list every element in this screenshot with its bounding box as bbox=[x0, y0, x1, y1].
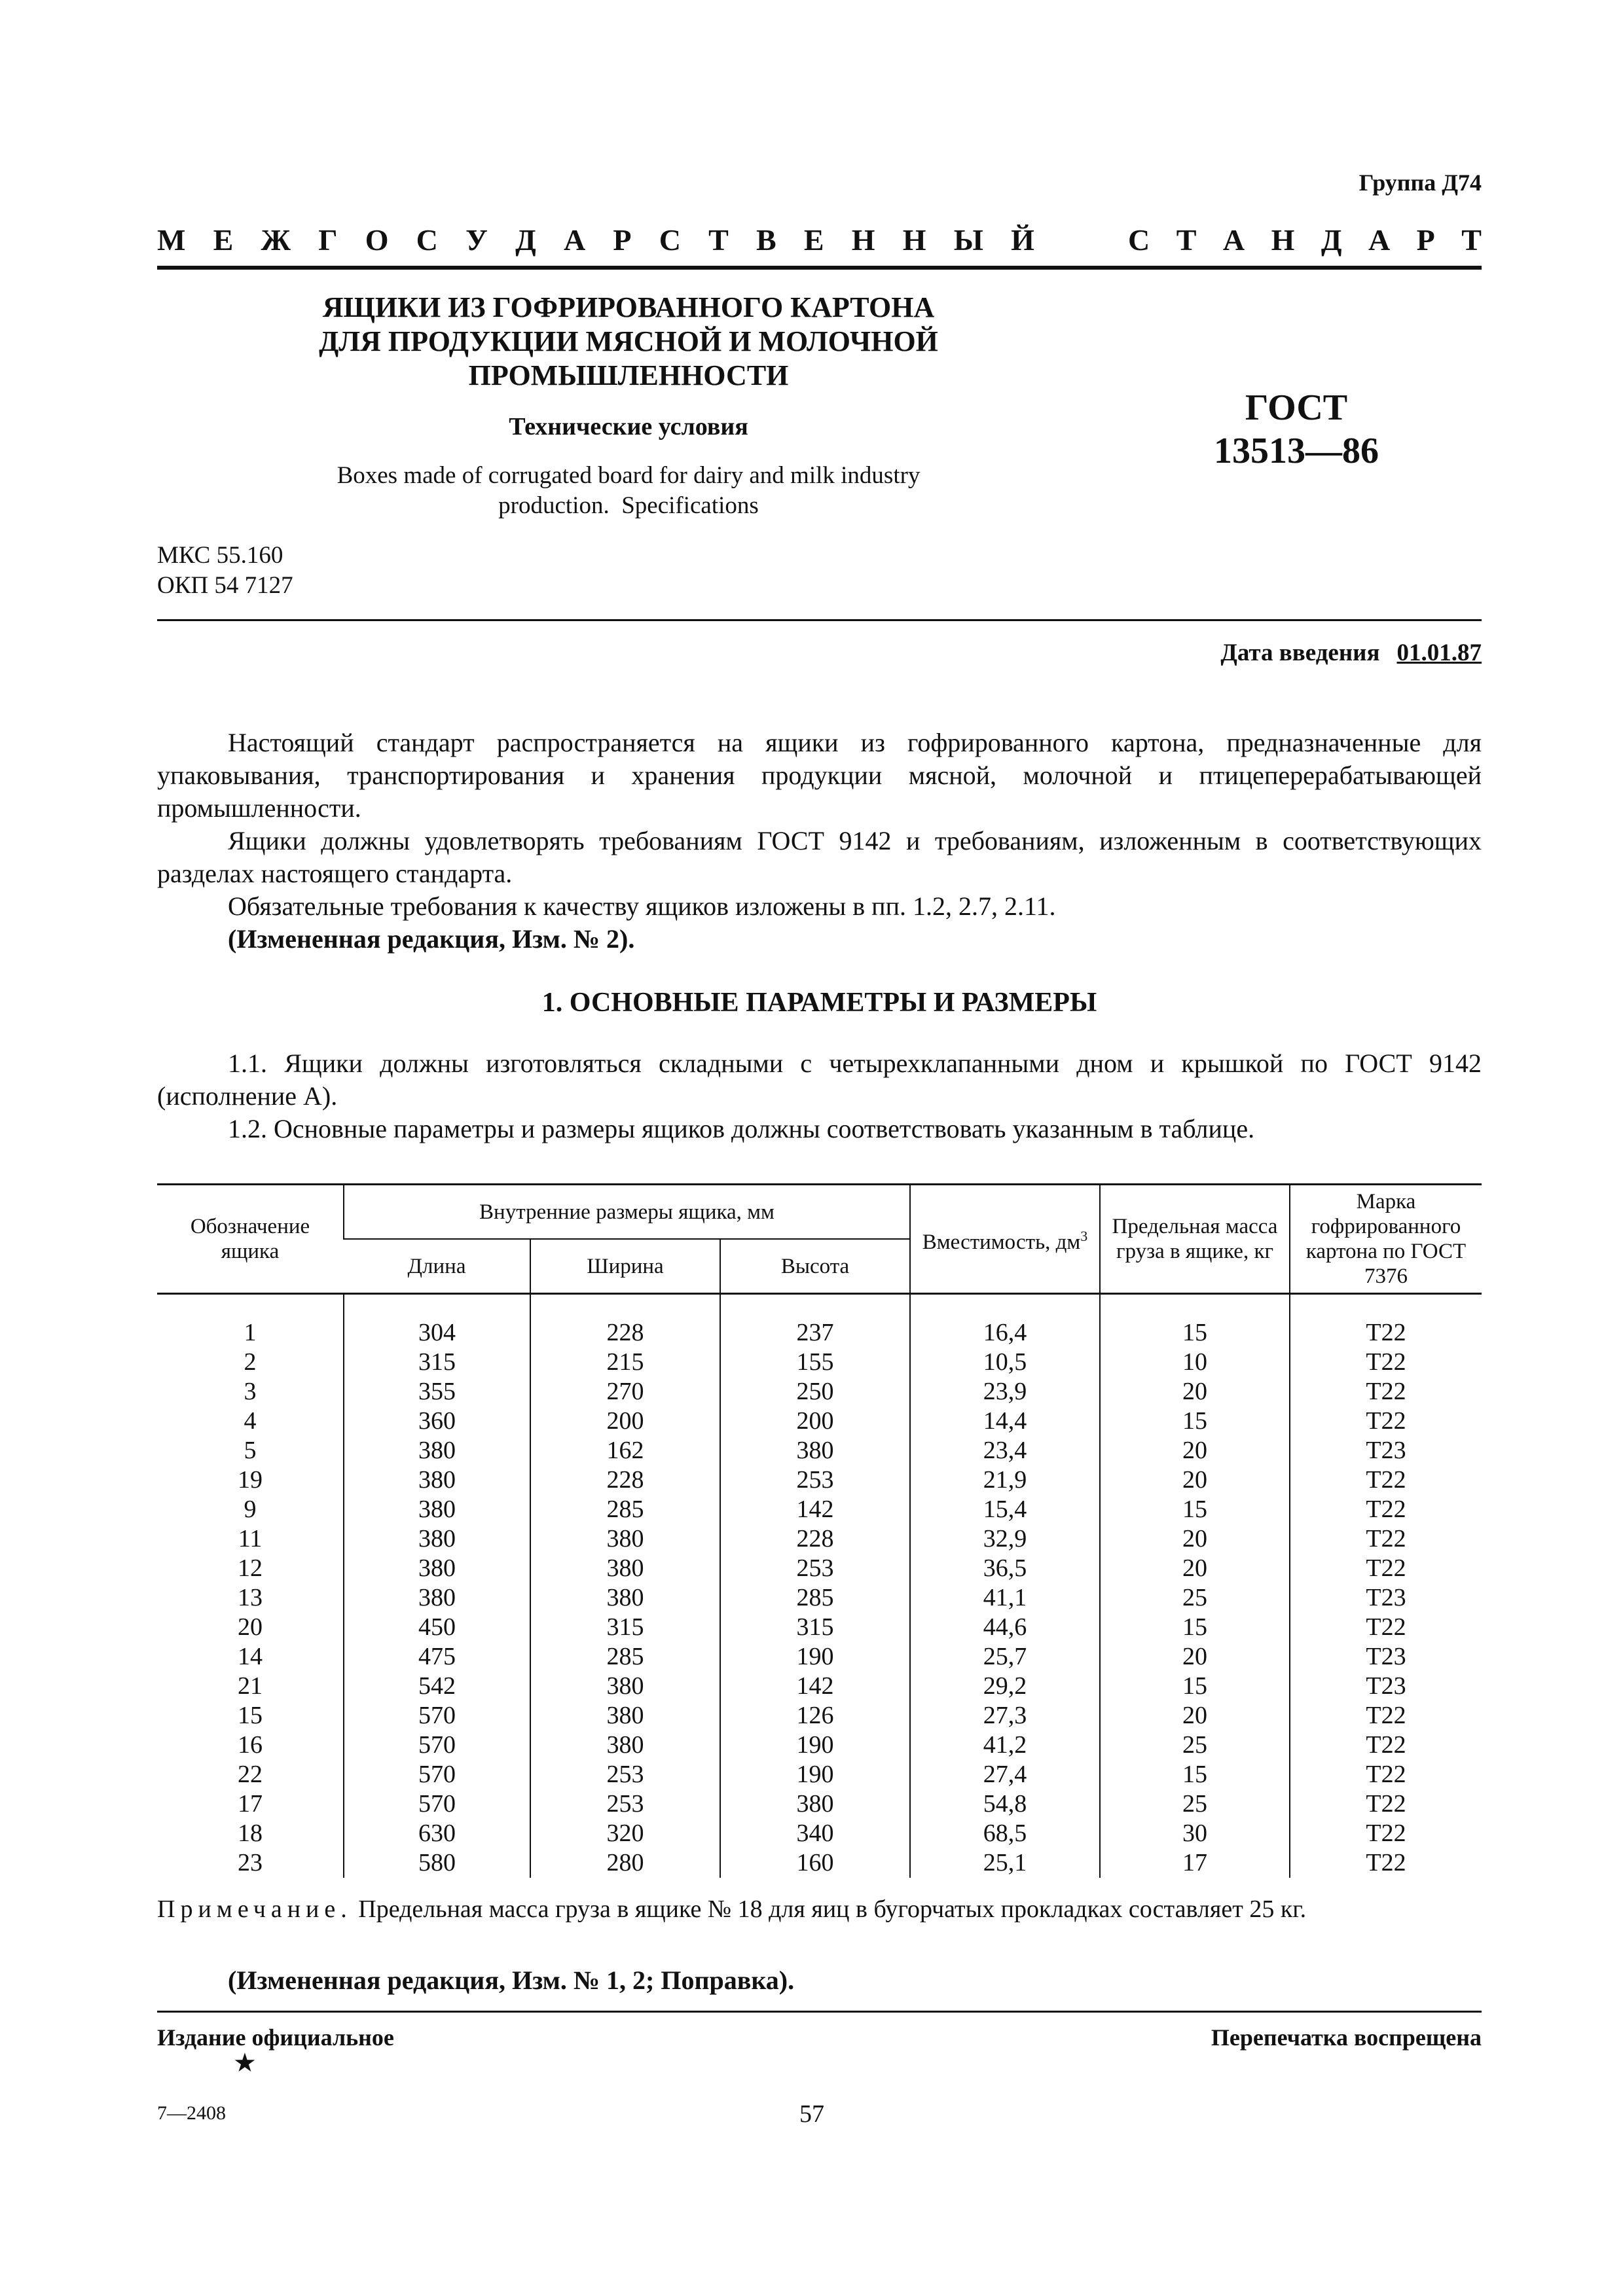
cell-width: 315 bbox=[530, 1613, 720, 1642]
cell-max-mass: 20 bbox=[1100, 1436, 1290, 1465]
header-designation: Обозначение ящика bbox=[157, 1185, 344, 1294]
note-text: Предельная масса груза в ящике № 18 для яиц в бугорчатых прокладках составляет 25 кг. bbox=[352, 1895, 1307, 1923]
header-capacity-sup: 3 bbox=[1080, 1227, 1088, 1244]
gost-designation bbox=[1198, 386, 1395, 473]
cell-length: 580 bbox=[344, 1848, 530, 1878]
cell-width: 270 bbox=[530, 1377, 720, 1407]
cell-board-grade: Т23 bbox=[1290, 1583, 1482, 1613]
cell-capacity: 41,2 bbox=[910, 1731, 1100, 1760]
table-row bbox=[157, 1348, 1482, 1377]
cell-height: 253 bbox=[720, 1465, 910, 1495]
table-row bbox=[157, 1731, 1482, 1760]
cell-designation: 1 bbox=[244, 1319, 257, 1346]
mks-code: МКС 55.160 bbox=[157, 542, 283, 569]
header-height: Высота bbox=[720, 1239, 910, 1294]
table-row bbox=[157, 1760, 1482, 1789]
cell-designation: 5 bbox=[244, 1437, 257, 1464]
cell-width: 253 bbox=[530, 1760, 720, 1789]
intro-paragraph-1: Настоящий стандарт распространяется на ящики из гофрированного картона, предназначенные для упаковывания, транспортирования и хранения продукции мясной, молочной и птицеперерабатывающей промышленности. bbox=[157, 728, 1482, 823]
title-english-line-2: production. Specifications bbox=[498, 492, 759, 519]
heading-letter: А bbox=[1368, 223, 1391, 257]
cell-designation: 22 bbox=[238, 1761, 263, 1788]
cell-designation: 11 bbox=[238, 1525, 263, 1552]
cell-designation: 19 bbox=[238, 1466, 263, 1494]
heading-letter: М bbox=[157, 223, 186, 257]
cell-width: 253 bbox=[530, 1789, 720, 1819]
cell-board-grade: Т22 bbox=[1290, 1294, 1482, 1348]
table-row bbox=[157, 1789, 1482, 1819]
interstate-standard-heading bbox=[157, 223, 1482, 259]
cell-capacity: 25,7 bbox=[910, 1642, 1100, 1672]
cell-designation: 15 bbox=[238, 1702, 263, 1729]
intro-paragraph-2: Ящики должны удовлетворять требованиям ГОСТ 9142 и требованиям, изложенным в соответствующих разделах настоящего стандарта. bbox=[157, 826, 1482, 888]
table-row bbox=[157, 1495, 1482, 1524]
cell-height: 190 bbox=[720, 1642, 910, 1672]
cell-max-mass: 15 bbox=[1100, 1672, 1290, 1701]
cell-designation: 2 bbox=[244, 1348, 257, 1376]
heading-letter: Н bbox=[902, 223, 926, 257]
cell-capacity: 21,9 bbox=[910, 1465, 1100, 1495]
cell-width: 380 bbox=[530, 1672, 720, 1701]
cell-board-grade: Т22 bbox=[1290, 1613, 1482, 1642]
cell-height: 155 bbox=[720, 1348, 910, 1377]
heading-letter: Й bbox=[1011, 223, 1034, 257]
cell-max-mass: 15 bbox=[1100, 1495, 1290, 1524]
reprint-prohibited: Перепечатка воспрещена bbox=[1211, 2024, 1482, 2051]
cell-board-grade: Т22 bbox=[1290, 1524, 1482, 1554]
classification-codes bbox=[157, 541, 293, 601]
heading-letter: У bbox=[465, 223, 488, 257]
cell-capacity: 25,1 bbox=[910, 1848, 1100, 1878]
box-parameters-table bbox=[157, 1183, 1482, 1878]
heading-letter: Т bbox=[1461, 223, 1482, 257]
cell-designation: 12 bbox=[238, 1554, 263, 1582]
title-block bbox=[249, 291, 1008, 521]
table-row bbox=[157, 1436, 1482, 1465]
table-row bbox=[157, 1642, 1482, 1672]
cell-board-grade: Т22 bbox=[1290, 1701, 1482, 1731]
cell-max-mass: 20 bbox=[1100, 1642, 1290, 1672]
clause-1-1: 1.1. Ящики должны изготовляться складными с четырехклапанными дном и крышкой по ГОСТ 9142 (исполнение А). bbox=[157, 1049, 1482, 1111]
title-subtitle: Технические условия bbox=[509, 413, 748, 440]
cell-width: 228 bbox=[530, 1294, 720, 1348]
cell-height: 315 bbox=[720, 1613, 910, 1642]
header-width: Ширина bbox=[530, 1239, 720, 1294]
header-max-mass: Предельная масса груза в ящике, кг bbox=[1100, 1185, 1290, 1294]
cell-width: 380 bbox=[530, 1524, 720, 1554]
cell-length: 380 bbox=[344, 1583, 530, 1613]
page-number: 57 bbox=[799, 2100, 824, 2128]
cell-max-mass: 20 bbox=[1100, 1465, 1290, 1495]
cell-designation: 16 bbox=[238, 1731, 263, 1759]
table-amendment: (Измененная редакция, Изм. № 1, 2; Поправка). bbox=[228, 1965, 795, 1995]
cell-height: 228 bbox=[720, 1524, 910, 1554]
cell-height: 250 bbox=[720, 1377, 910, 1407]
cell-capacity: 36,5 bbox=[910, 1554, 1100, 1583]
cell-length: 304 bbox=[344, 1294, 530, 1348]
table-row bbox=[157, 1407, 1482, 1436]
header-capacity bbox=[910, 1185, 1100, 1294]
header-capacity-text: Вместимость, дм bbox=[922, 1230, 1081, 1254]
cell-designation: 3 bbox=[244, 1378, 257, 1405]
header-internal-dimensions: Внутренние размеры ящика, мм bbox=[344, 1185, 910, 1240]
cell-designation: 9 bbox=[244, 1496, 257, 1523]
title-english bbox=[249, 461, 1008, 521]
intro-amendment: (Измененная редакция, Изм. № 2). bbox=[228, 924, 635, 954]
heading-letter: Т bbox=[1176, 223, 1197, 257]
header-rule bbox=[157, 266, 1482, 270]
group-code: Группа Д74 bbox=[1359, 170, 1482, 196]
cell-capacity: 54,8 bbox=[910, 1789, 1100, 1819]
cell-width: 320 bbox=[530, 1819, 720, 1848]
cell-max-mass: 17 bbox=[1100, 1848, 1290, 1878]
heading-letter: Г bbox=[318, 223, 338, 257]
table-row bbox=[157, 1465, 1482, 1495]
cell-board-grade: Т23 bbox=[1290, 1672, 1482, 1701]
cell-designation: 23 bbox=[238, 1849, 263, 1876]
cell-max-mass: 20 bbox=[1100, 1377, 1290, 1407]
cell-max-mass: 20 bbox=[1100, 1524, 1290, 1554]
cell-capacity: 41,1 bbox=[910, 1583, 1100, 1613]
cell-height: 200 bbox=[720, 1407, 910, 1436]
heading-letter: Р bbox=[1416, 223, 1435, 257]
cell-length: 380 bbox=[344, 1524, 530, 1554]
cell-designation: 17 bbox=[238, 1790, 263, 1818]
cell-board-grade: Т23 bbox=[1290, 1642, 1482, 1672]
heading-letter: А bbox=[1222, 223, 1245, 257]
cell-length: 475 bbox=[344, 1642, 530, 1672]
cell-max-mass: 25 bbox=[1100, 1731, 1290, 1760]
cell-width: 285 bbox=[530, 1495, 720, 1524]
table-row bbox=[157, 1554, 1482, 1583]
cell-max-mass: 15 bbox=[1100, 1407, 1290, 1436]
print-code: 7—2408 bbox=[157, 2102, 226, 2124]
cell-height: 380 bbox=[720, 1789, 910, 1819]
cell-height: 340 bbox=[720, 1819, 910, 1848]
okp-code: ОКП 54 7127 bbox=[157, 572, 293, 599]
table-row bbox=[157, 1819, 1482, 1848]
date-value: 01.01.87 bbox=[1396, 639, 1482, 666]
title-line-2: ДЛЯ ПРОДУКЦИИ МЯСНОЙ И МОЛОЧНОЙ bbox=[319, 325, 938, 357]
cell-length: 355 bbox=[344, 1377, 530, 1407]
table-row bbox=[157, 1524, 1482, 1554]
heading-letter: Д bbox=[515, 223, 536, 257]
section-1-title: 1. ОСНОВНЫЕ ПАРАМЕТРЫ И РАЗМЕРЫ bbox=[541, 988, 1097, 1018]
heading-letter: Д bbox=[1321, 223, 1342, 257]
cell-height: 142 bbox=[720, 1495, 910, 1524]
heading-letter: Р bbox=[613, 223, 632, 257]
cell-width: 200 bbox=[530, 1407, 720, 1436]
cell-designation: 20 bbox=[238, 1613, 263, 1641]
cell-width: 380 bbox=[530, 1731, 720, 1760]
intro-text bbox=[157, 726, 1482, 956]
standard-word bbox=[1128, 223, 1482, 259]
cell-board-grade: Т22 bbox=[1290, 1848, 1482, 1878]
cell-height: 380 bbox=[720, 1436, 910, 1465]
header-length: Длина bbox=[344, 1239, 530, 1294]
interstate-word bbox=[157, 223, 1034, 259]
cell-designation: 21 bbox=[238, 1672, 263, 1700]
heading-letter: Е bbox=[803, 223, 824, 257]
heading-letter: С bbox=[659, 223, 681, 257]
cell-capacity: 16,4 bbox=[910, 1294, 1100, 1348]
cell-height: 253 bbox=[720, 1554, 910, 1583]
codes-rule bbox=[157, 619, 1482, 621]
heading-letter: Н bbox=[1271, 223, 1295, 257]
cell-board-grade: Т22 bbox=[1290, 1731, 1482, 1760]
cell-length: 570 bbox=[344, 1789, 530, 1819]
cell-width: 280 bbox=[530, 1848, 720, 1878]
heading-letter: Е bbox=[213, 223, 234, 257]
cell-capacity: 29,2 bbox=[910, 1672, 1100, 1701]
cell-board-grade: Т22 bbox=[1290, 1789, 1482, 1819]
date-label: Дата введения bbox=[1220, 639, 1380, 666]
section-1-text bbox=[157, 1047, 1482, 1145]
cell-length: 360 bbox=[344, 1407, 530, 1436]
cell-length: 380 bbox=[344, 1495, 530, 1524]
cell-board-grade: Т23 bbox=[1290, 1436, 1482, 1465]
heading-letter: С bbox=[416, 223, 438, 257]
title-line-3: ПРОМЫШЛЕННОСТИ bbox=[468, 359, 789, 391]
table-body bbox=[157, 1294, 1482, 1878]
header-board-grade: Марка гофрированного картона по ГОСТ 7376 bbox=[1290, 1185, 1482, 1294]
cell-length: 542 bbox=[344, 1672, 530, 1701]
cell-length: 380 bbox=[344, 1465, 530, 1495]
cell-capacity: 68,5 bbox=[910, 1819, 1100, 1848]
cell-designation: 4 bbox=[244, 1407, 257, 1435]
cell-board-grade: Т22 bbox=[1290, 1760, 1482, 1789]
footer-rule bbox=[157, 2011, 1482, 2013]
official-edition: Издание официальное bbox=[157, 2024, 394, 2051]
clause-1-2: 1.2. Основные параметры и размеры ящиков должны соответствовать указанным в таблице. bbox=[228, 1114, 1255, 1143]
cell-board-grade: Т22 bbox=[1290, 1348, 1482, 1377]
cell-capacity: 23,9 bbox=[910, 1377, 1100, 1407]
cell-max-mass: 20 bbox=[1100, 1554, 1290, 1583]
cell-max-mass: 15 bbox=[1100, 1294, 1290, 1348]
intro-paragraph-3: Обязательные требования к качеству ящиков изложены в пп. 1.2, 2.7, 2.11. bbox=[228, 891, 1056, 921]
cell-length: 380 bbox=[344, 1436, 530, 1465]
title-english-line-1: Boxes made of corrugated board for dairy and milk industry bbox=[337, 462, 921, 489]
cell-max-mass: 20 bbox=[1100, 1701, 1290, 1731]
star-icon: ★ bbox=[233, 2048, 257, 2077]
cell-capacity: 32,9 bbox=[910, 1524, 1100, 1554]
cell-board-grade: Т22 bbox=[1290, 1495, 1482, 1524]
table-row bbox=[157, 1701, 1482, 1731]
cell-designation: 18 bbox=[238, 1820, 263, 1847]
table-row bbox=[157, 1672, 1482, 1701]
heading-letter: А bbox=[563, 223, 586, 257]
cell-height: 285 bbox=[720, 1583, 910, 1613]
cell-width: 380 bbox=[530, 1554, 720, 1583]
table-row bbox=[157, 1583, 1482, 1613]
cell-length: 570 bbox=[344, 1731, 530, 1760]
table-row bbox=[157, 1294, 1482, 1348]
cell-width: 380 bbox=[530, 1701, 720, 1731]
table-row bbox=[157, 1377, 1482, 1407]
heading-letter: Ы bbox=[953, 223, 983, 257]
note-label: Примечание. bbox=[157, 1895, 352, 1923]
cell-width: 285 bbox=[530, 1642, 720, 1672]
cell-max-mass: 15 bbox=[1100, 1760, 1290, 1789]
cell-length: 570 bbox=[344, 1701, 530, 1731]
title-line-1: ЯЩИКИ ИЗ ГОФРИРОВАННОГО КАРТОНА bbox=[322, 291, 935, 323]
heading-letter: О bbox=[365, 223, 389, 257]
cell-capacity: 14,4 bbox=[910, 1407, 1100, 1436]
cell-width: 162 bbox=[530, 1436, 720, 1465]
heading-letter: Т bbox=[708, 223, 729, 257]
cell-length: 315 bbox=[344, 1348, 530, 1377]
cell-length: 380 bbox=[344, 1554, 530, 1583]
cell-capacity: 27,4 bbox=[910, 1760, 1100, 1789]
cell-board-grade: Т22 bbox=[1290, 1407, 1482, 1436]
cell-board-grade: Т22 bbox=[1290, 1554, 1482, 1583]
cell-capacity: 44,6 bbox=[910, 1613, 1100, 1642]
cell-capacity: 23,4 bbox=[910, 1436, 1100, 1465]
cell-height: 190 bbox=[720, 1731, 910, 1760]
cell-height: 126 bbox=[720, 1701, 910, 1731]
cell-max-mass: 25 bbox=[1100, 1583, 1290, 1613]
cell-capacity: 15,4 bbox=[910, 1495, 1100, 1524]
heading-letter: Н bbox=[851, 223, 875, 257]
cell-height: 142 bbox=[720, 1672, 910, 1701]
cell-length: 570 bbox=[344, 1760, 530, 1789]
cell-capacity: 27,3 bbox=[910, 1701, 1100, 1731]
cell-width: 380 bbox=[530, 1583, 720, 1613]
cell-width: 228 bbox=[530, 1465, 720, 1495]
cell-length: 450 bbox=[344, 1613, 530, 1642]
cell-designation: 13 bbox=[238, 1584, 263, 1611]
cell-width: 215 bbox=[530, 1348, 720, 1377]
table-row bbox=[157, 1613, 1482, 1642]
table-note bbox=[157, 1893, 1482, 1926]
heading-letter: Ж bbox=[261, 223, 291, 257]
cell-board-grade: Т22 bbox=[1290, 1377, 1482, 1407]
cell-height: 237 bbox=[720, 1294, 910, 1348]
cell-length: 630 bbox=[344, 1819, 530, 1848]
cell-max-mass: 25 bbox=[1100, 1789, 1290, 1819]
gost-number: 13513—86 bbox=[1214, 431, 1379, 471]
cell-capacity: 10,5 bbox=[910, 1348, 1100, 1377]
cell-max-mass: 10 bbox=[1100, 1348, 1290, 1377]
cell-max-mass: 15 bbox=[1100, 1613, 1290, 1642]
cell-board-grade: Т22 bbox=[1290, 1465, 1482, 1495]
cell-designation: 14 bbox=[238, 1643, 263, 1670]
gost-label: ГОСТ bbox=[1245, 387, 1348, 428]
cell-height: 160 bbox=[720, 1848, 910, 1878]
cell-height: 190 bbox=[720, 1760, 910, 1789]
cell-max-mass: 30 bbox=[1100, 1819, 1290, 1848]
heading-letter: В bbox=[756, 223, 776, 257]
cell-board-grade: Т22 bbox=[1290, 1819, 1482, 1848]
heading-letter: С bbox=[1128, 223, 1150, 257]
table-row bbox=[157, 1848, 1482, 1878]
introduction-date bbox=[1220, 639, 1482, 667]
